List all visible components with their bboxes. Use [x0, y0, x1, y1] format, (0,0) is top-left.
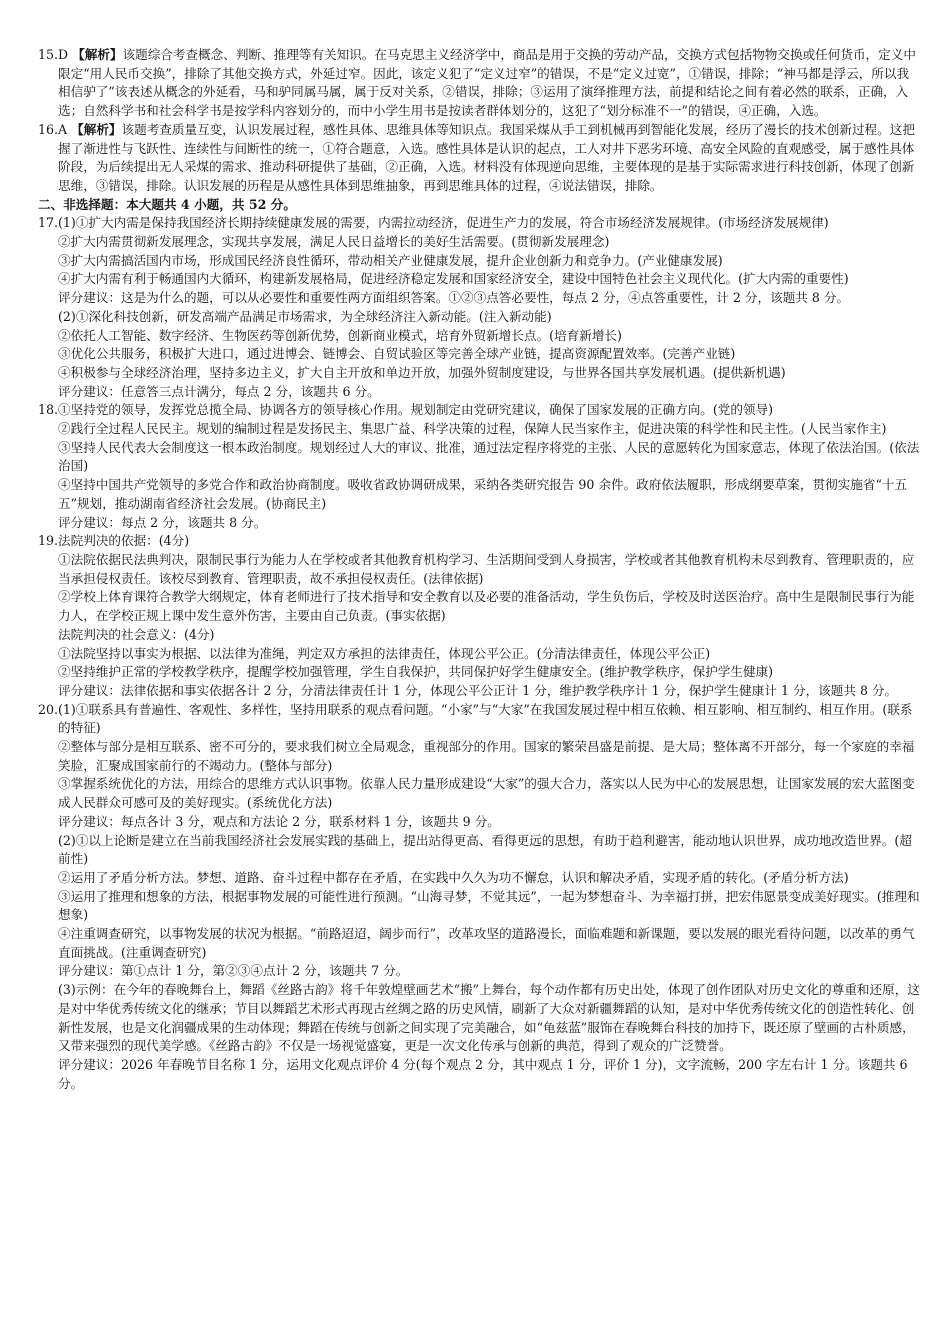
question-19 — [38, 532, 920, 700]
answer-line: ②坚持维护正常的学校教学秩序，提醒学校加强管理，学生自我保护，共同保护好学生健康安全。(维护教学秩序，保护学生健康) — [58, 664, 774, 680]
scoring-note: 评分建议：第①点计 1 分，第②③④点计 2 分，该题共 7 分。 — [58, 963, 409, 979]
answer-line: ②运用了矛盾分析方法。梦想、道路、奋斗过程中都存在矛盾，在实践中久久为功不懈怠，认识和解决矛盾，实现矛盾的转化。(矛盾分析方法) — [58, 869, 849, 885]
answer-line: ③扩大内需搞活国内市场，形成国民经济良性循环，带动相关产业健康发展，提升企业创新力和竞争力。(产业健康发展) — [58, 252, 723, 268]
scoring-note: 评分建议：任意答三点计满分，每点 2 分，该题共 6 分。 — [58, 383, 380, 399]
answer-explanation — [58, 46, 920, 121]
answer-letter: D — [58, 47, 69, 62]
analysis-tag: 【解析】 — [72, 47, 123, 62]
answer-line: ③运用了推理和想象的方法，根据事物发展的可能性进行预测。“山海寻梦，不觉其远”，一起为梦想奋斗、为幸福打拼，把宏伟愿景变成美好现实。(推理和想象) — [58, 888, 920, 923]
answer-line: ①法院依据民法典判决，限制民事行为能力人在学校或者其他教育机构学习、生活期间受到人身损害，学校或者其他教育机构未尽到教育、管理职责的，应当承担侵权责任。该校尽到教育、管理职责，故不承担侵权责任。(法律依据) — [58, 551, 915, 586]
question-number: 20. — [38, 701, 59, 717]
answer-line: ②学校上体育课符合教学大纲规定，体育老师进行了技术指导和安全教育以及必要的准备活动，学生负伤后，学校及时送医治疗。高中生是限制民事行为能力人，在学校正规上课中发生意外伤害，主要由自己负责。(事实依据) — [58, 589, 915, 624]
question-number: 18. — [38, 402, 59, 418]
answer-line: ①坚持党的领导，发挥党总揽全局、协调各方的领导核心作用。规划制定由党研究建议，确保了国家发展的正确方向。(党的领导) — [58, 402, 774, 418]
scoring-note: 评分建议：2026 年春晚节目名称 1 分，运用文化观点评价 4 分(每个观点 2 分，其中观点 1 分，评价 1 分)，文字流畅，200 字左右计 1 分。该题共 6 分。 — [58, 1056, 908, 1091]
explanation-text: 该题综合考查概念、判断、推理等有关知识。在马克思主义经济学中，商品是用于交换的劳动产品，交换方式包括物物交换或任何货币，定义中限定“用人民币交换”，排除了其他交换方式，外延过窄。因此，该定义犯了“定义过窄”的错误，不是“定义过宽”，①错误，排除；“神马都是浮云，所以我相信驴了”该表述从概念的外延看，马和驴同属马属，属于反对关系，②错误，排除；③运用了演绎推理方法，前提和结论之间有着必然的联系，正确，入选；自然科学书和社会科学书是按学科内容划分的，而中小学生用书是按读者群体划分的，这犯了“划分标准不一”的错误，④正确，入选。 — [58, 47, 916, 119]
answer-explanation — [58, 121, 920, 196]
answer-line: ④注重调查研究，以事物发展的状况为根据。“前路迢迢，阔步而行”，改革攻坚的道路漫长，面临难题和新课题，要以发展的眼光看待问题，以改革的勇气直面挑战。(注重调查研究) — [58, 926, 915, 960]
question-17 — [38, 214, 920, 401]
question-number: 16. — [38, 121, 59, 137]
section-heading: 二、非选择题：本大题共 4 小题，共 52 分。 — [38, 196, 296, 212]
analysis-tag: 【解析】 — [71, 121, 122, 137]
question-20 — [38, 701, 920, 1094]
answer-line: ②整体与部分是相互联系、密不可分的，要求我们树立全局观念，重视部分的作用。国家的繁荣昌盛是前提、是大局；整体离不开部分，每一个家庭的幸福笑脸，汇聚成国家前行的不竭动力。(整体与部分) — [58, 739, 915, 773]
answer-subheading: 法院判决的依据：(4分) — [58, 533, 190, 549]
scoring-note: 评分建议：每点 2 分，该题共 8 分。 — [58, 514, 267, 530]
answer-line: ②践行全过程人民民主。规划的编制过程是发扬民主、集思广益、科学决策的过程，保障人民当家作主，促进决策的科学性和民主性。(人民当家作主) — [58, 421, 887, 437]
answer-line: ④积极参与全球经济治理，坚持多边主义，扩大自主开放和单边开放，加强外贸制度建设，与世界各国共享发展机遇。(提供新机遇) — [58, 364, 786, 380]
answer-line: (2)①以上论断是建立在当前我国经济社会发展实践的基础上，提出站得更高、看得更远的思想，有助于趋利避害，能动地认识世界，成功地改造世界。(超前性) — [58, 832, 912, 867]
question-number: 15. — [38, 47, 59, 62]
answer-line: ④扩大内需有利于畅通国内大循环，构建新发展格局，促进经济稳定发展和国家经济安全，建设中国特色社会主义现代化。(扩大内需的重要性) — [58, 271, 849, 287]
question-number: 19. — [38, 533, 59, 549]
question-18 — [38, 401, 920, 532]
question-16 — [38, 121, 920, 196]
answer-line: ③掌握系统优化的方法，用综合的思维方式认识事物。依靠人民力量形成建设“大家”的强大合力，落实以人民为中心的发展思想，让国家发展的宏大蓝图变成人民群众可感可及的美好现实。(系统优化方法) — [58, 776, 915, 811]
answer-letter: A — [58, 121, 68, 137]
answer-line: ②扩大内需贯彻新发展理念，实现共享发展，满足人民日益增长的美好生活需要。(贯彻新发展理念) — [58, 234, 610, 250]
answer-line: ④坚持中国共产党领导的多党合作和政治协商制度。吸收省政协调研成果，采纳各类研究报告 90 余件。政府依法履职，形成纲要草案，贯彻实施省“十五五”规划，推动湖南省经济社会发展。(协商民主) — [58, 477, 908, 511]
answer-line: (3)示例：在今年的春晚舞台上，舞蹈《丝路古韵》将千年敦煌壁画艺术“搬”上舞台，每个动作都有历史出处，体现了创作团队对历史文化的尊重和还原，这是对中华优秀传统文化的继承；节目以舞蹈艺术形式再现古丝绸之路的历史风情，刷新了大众对新疆舞蹈的认知，是对中华优秀传统文化的创造性转化、创新性发展，也是文化润疆成果的生动体现；舞蹈在传统与创新之间实现了完美融合，如“龟兹蓝”服饰在春晚舞台科技的加持下，既还原了壁画的古朴质感，又带来强烈的现代美学感。《丝路古韵》不仅是一场视觉盛宴，更是一次文化传承与创新的典范，得到了观众的广泛赞誉。 — [58, 982, 920, 1054]
question-number: 17. — [38, 215, 59, 231]
answer-line: ③坚持人民代表大会制度这一根本政治制度。规划经过人大的审议、批准，通过法定程序将党的主张、人民的意愿转化为国家意志，体现了依法治国。(依法治国) — [58, 439, 920, 474]
question-15 — [38, 46, 920, 121]
explanation-text: 该题考查质量互变，认识发展过程，感性具体、思维具体等知识点。我国采煤从手工到机械再到智能化发展，经历了漫长的技术创新过程。这把握了渐进性与飞跃性、连续性与间断性的统一，①符合题意，入选。感性具体是认识的起点，工人对井下恶劣环境、高安全风险的直观感受，属于感性具体阶段，为后续提出无人采煤的需求、推动科研提供了基础，②正确，入选。材料没有体现逆向思维，主要体现的是基于实际需求进行科技创新，体现了创新思维，③错误，排除。认识发展的历程是从感性具体到思维抽象，再到思维具体的过程，④说法错误，排除。 — [58, 121, 915, 193]
answer-subheading: 法院判决的社会意义：(4分) — [58, 626, 215, 642]
scoring-note: 评分建议：每点各计 3 分，观点和方法论 2 分，联系材料 1 分，该题共 9 分。 — [58, 813, 500, 829]
answer-line: ②依托人工智能、数字经济、生物医药等创新优势，创新商业模式，培育外贸新增长点。(培育新增长) — [58, 327, 622, 343]
answer-line: (1)①扩大内需是保持我国经济长期持续健康发展的需要，内需拉动经济，促进生产力的发展，符合市场经济发展规律。(市场经济发展规律) — [58, 215, 829, 231]
answer-line: ①法院坚持以事实为根据、以法律为准绳，判定双方承担的法律责任，体现公平公正。(分清法律责任，体现公平公正) — [58, 645, 711, 661]
answer-line: (2)①深化科技创新，研发高端产品满足市场需求，为全球经济注入新动能。(注入新动能) — [58, 308, 552, 324]
scoring-note: 评分建议：这是为什么的题，可以从必要性和重要性两方面组织答案。①②③点答必要性，每点 2 分，④点答重要性，计 2 分，该题共 8 分。 — [58, 290, 850, 306]
answer-line: ③优化公共服务，积极扩大进口，通过进博会、链博会、自贸试验区等完善全球产业链，提高资源配置效率。(完善产业链) — [58, 346, 736, 362]
scoring-note: 评分建议：法律依据和事实依据各计 2 分，分清法律责任计 1 分，体现公平公正计 1 分，维护教学秩序计 1 分，保护学生健康计 1 分，该题共 8 分。 — [58, 682, 898, 698]
answer-line: (1)①联系具有普遍性、客观性、多样性，坚持用联系的观点看问题。“小家”与“大家”在我国发展过程中相互依赖、相互影响、相互制约、相互作用。(联系的特征) — [58, 701, 913, 736]
